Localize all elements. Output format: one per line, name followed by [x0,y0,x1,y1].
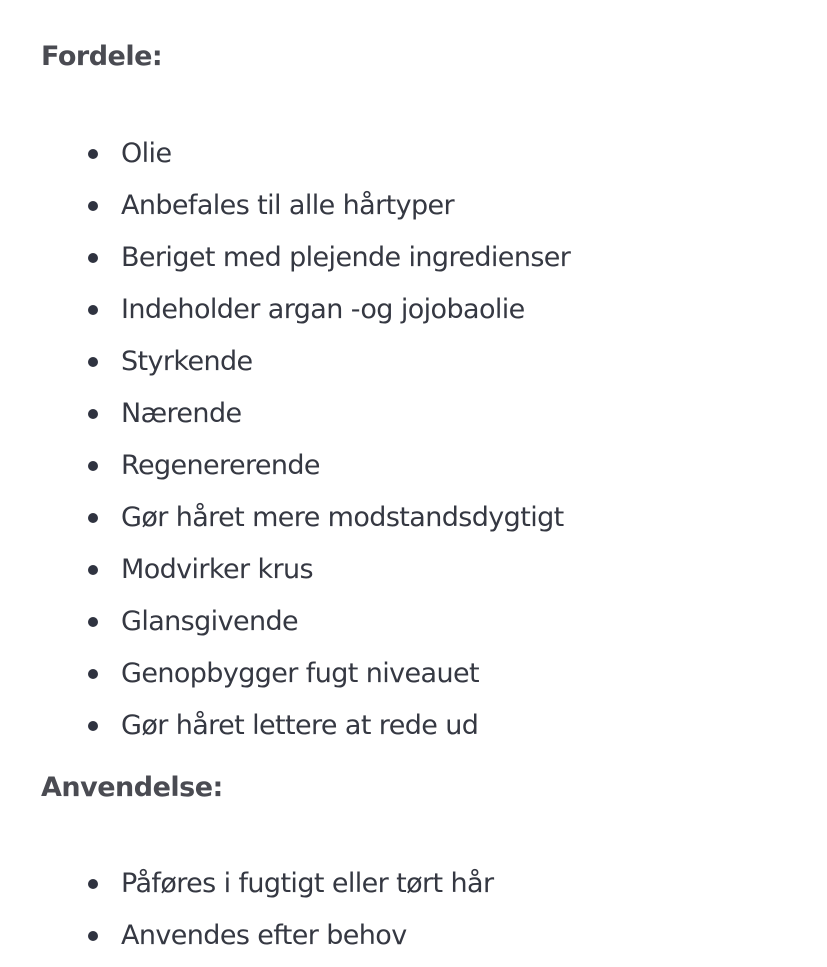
bullet-icon [88,565,98,575]
bullet-icon [88,253,98,263]
bullet-icon [88,461,98,471]
bullet-icon [88,201,98,211]
bullet-icon [88,721,98,731]
bullet-icon [88,617,98,627]
bullet-icon [88,305,98,315]
bullet-icon [88,931,98,941]
bullet-icon [88,409,98,419]
section-heading-anvendelse: Anvendelse: [41,772,223,803]
bullet-icon [88,879,98,889]
bullet-icon [88,149,98,159]
bullet-icon [88,357,98,367]
section-heading-fordele: Fordele: [41,41,163,72]
bullet-icon [88,669,98,679]
bullet-icon [88,513,98,523]
